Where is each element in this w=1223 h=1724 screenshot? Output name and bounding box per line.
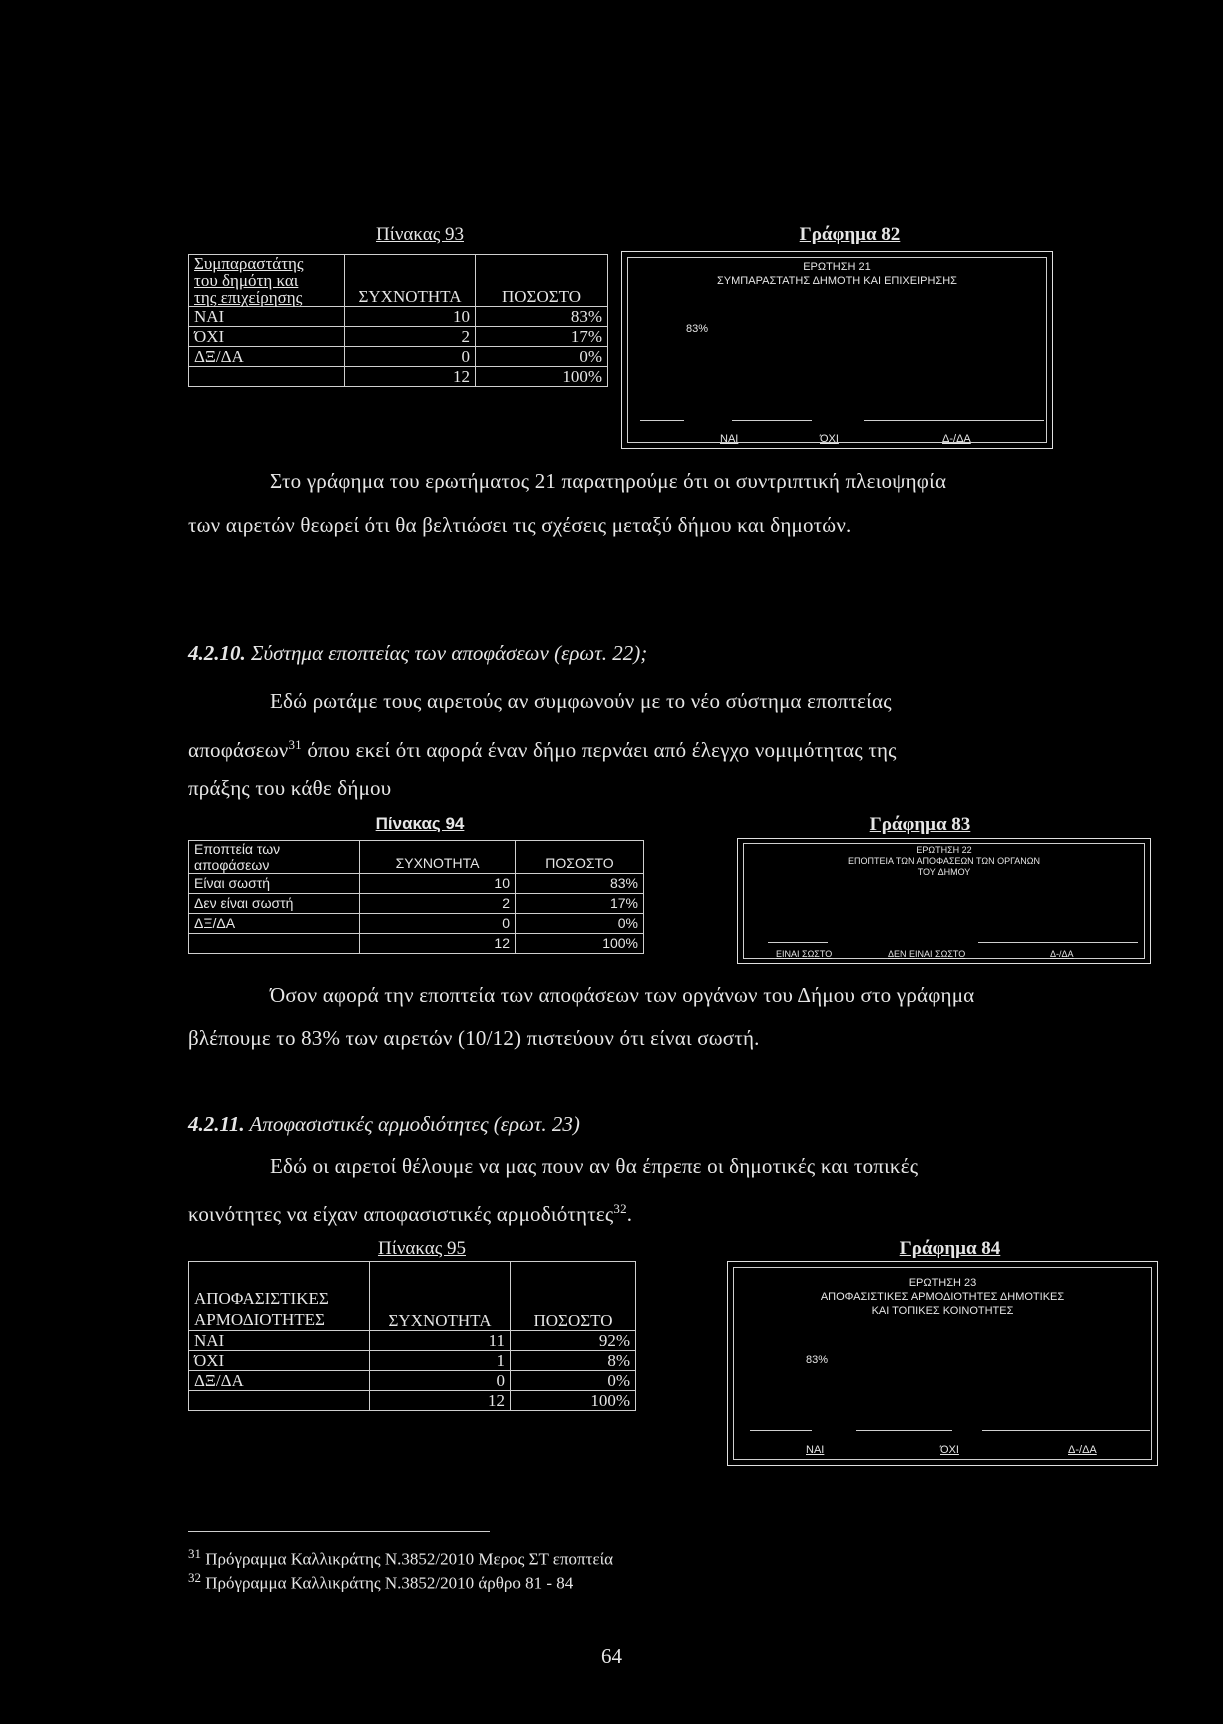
paragraph-line: των αιρετών θεωρεί ότι θα βελτιώσει τις σχέσεις μεταξύ δήμου και δημοτών. (188, 513, 852, 537)
table-94-row-header: Εποπτεία των αποφάσεων (189, 841, 360, 874)
table-row: ΝΑΙ 11 92% (189, 1331, 636, 1351)
section-heading-4-2-11: 4.2.11. Αποφασιστικές αρμοδιότητες (ερωτ. 23) (188, 1112, 580, 1136)
table-row: Δεν είναι σωστή 2 17% (189, 894, 644, 914)
chart-83-category: Δ-/ΔΑ (1050, 949, 1074, 959)
chart-84-category: ΌΧΙ (940, 1444, 959, 1456)
table-94-caption: Πίνακας 94 (375, 814, 465, 833)
paragraph-line: Στο γράφημα του ερωτήματος 21 παρατηρούμε ότι οι συντριπτική πλειοψηφία (270, 469, 947, 493)
paragraph-line: κοινότητες να είχαν αποφασιστικές αρμοδιότητες$^{32}$. (188, 1201, 633, 1226)
table-95-col-pct: ΠΟΣΟΣΤΟ (511, 1262, 636, 1331)
table-95-row-header: ΑΠΟΦΑΣΙΣΤΙΚΕΣ ΑΡΜΟΔΙΟΤΗΤΕΣ (189, 1262, 370, 1331)
table-93-col-freq: ΣΥΧΝΟΤΗΤΑ (345, 255, 476, 307)
table-row: ΌΧΙ 2 17% (189, 327, 608, 347)
footnote-ref: 31 (288, 737, 302, 752)
paragraph-line: Εδώ οι αιρετοί θέλουμε να μας πουν αν θα έπρεπε οι δημοτικές και τοπικές (270, 1154, 919, 1178)
footnote-separator (188, 1531, 490, 1532)
paragraph-line: βλέπουμε το 83% των αιρετών (10/12) πιστεύουν ότι είναι σωστή. (188, 1026, 760, 1050)
chart-84-category: ΝΑΙ (806, 1444, 825, 1456)
table-total-row: 12 100% (189, 934, 644, 954)
table-row: ΌΧΙ 1 8% (189, 1351, 636, 1371)
chart-84-category: Δ-/ΔΑ (1068, 1444, 1097, 1456)
table-total-row: 12 100% (189, 367, 608, 387)
paragraph-line: αποφάσεων$^{31}$ όπου εκεί ότι αφορά έναν δήμο περνάει από έλεγχο νομιμότητας της (188, 737, 897, 762)
chart-82-pct-label: 83% (686, 323, 709, 335)
chart-82-category: Δ-/ΔΑ (942, 433, 971, 445)
chart-83-title: ΕΡΩΤΗΣΗ 22 ΕΠΟΠΤΕΙΑ ΤΩΝ ΑΠΟΦΑΣΕΩΝ ΤΩΝ ΟΡΓΑΝΩΝ ΤΟΥ ΔΗΜΟΥ (848, 845, 1040, 877)
chart-82-category: ΌΧΙ (820, 433, 839, 445)
chart-84-title: ΕΡΩΤΗΣΗ 23 ΑΠΟΦΑΣΙΣΤΙΚΕΣ ΑΡΜΟΔΙΟΤΗΤΕΣ ΔΗΜΟΤΙΚΕΣ ΚΑΙ ΤΟΠΙΚΕΣ ΚΟΙΝΟΤΗΤΕΣ (820, 1277, 1065, 1317)
footnote: $^{31}$ Πρόγραμμα Καλλικράτης Ν.3852/2010 Μερος ΣΤ εποπτεία (188, 1546, 614, 1569)
table-93 (188, 254, 608, 387)
chart-84-caption: Γράφημα 84 (899, 1238, 1001, 1259)
paragraph-line: Εδώ ρωτάμε τους αιρετούς αν συμφωνούν με το νέο σύστημα εποπτείας (270, 689, 892, 713)
table-95 (188, 1261, 636, 1411)
table-94-col-pct: ΠΟΣΟΣΤΟ (516, 841, 644, 874)
table-94 (188, 840, 644, 954)
table-row: ΔΞ/ΔΑ 0 0% (189, 347, 608, 367)
section-heading-4-2-10: 4.2.10. Σύστημα εποπτείας των αποφάσεων (ερωτ. 22); (188, 641, 648, 665)
chart-84-pct-label: 83% (806, 1354, 829, 1366)
table-row: ΔΞ/ΔΑ 0 0% (189, 1371, 636, 1391)
table-row: ΔΞ/ΔΑ 0 0% (189, 914, 644, 934)
table-93-col-pct: ΠΟΣΟΣΤΟ (476, 255, 608, 307)
paragraph-line: Όσον αφορά την εποπτεία των αποφάσεων των οργάνων του Δήμου στο γράφημα (270, 983, 975, 1007)
chart-83-category: ΕΙΝΑΙ ΣΩΣΤΟ (776, 949, 833, 959)
chart-82-category: ΝΑΙ (720, 433, 739, 445)
chart-83-category: ΔΕΝ ΕΙΝΑΙ ΣΩΣΤΟ (888, 949, 966, 959)
chart-83-caption: Γράφημα 83 (869, 814, 971, 835)
table-total-row: 12 100% (189, 1391, 636, 1411)
chart-83 (737, 838, 1151, 964)
paragraph-line: πράξης του κάθε δήμου (188, 776, 392, 800)
table-row: ΝΑΙ 10 83% (189, 307, 608, 327)
page-number: 64 (601, 1644, 622, 1668)
chart-84 (727, 1261, 1158, 1466)
table-94-col-freq: ΣΥΧΝΟΤΗΤΑ (360, 841, 516, 874)
chart-82 (621, 251, 1053, 449)
footnote-ref: 32 (613, 1201, 627, 1216)
table-93-row-header: Συμπαραστάτης του δημότη και της επιχείρησης (189, 255, 345, 307)
table-95-col-freq: ΣΥΧΝΟΤΗΤΑ (370, 1262, 511, 1331)
chart-82-title: ΕΡΩΤΗΣΗ 21 ΣΥΜΠΑΡΑΣΤΑΤΗΣ ΔΗΜΟΤΗ ΚΑΙ ΕΠΙΧΕΙΡΗΣΗΣ (717, 261, 957, 287)
table-95-caption: Πίνακας 95 (377, 1238, 466, 1259)
chart-82-caption: Γράφημα 82 (799, 224, 901, 245)
table-93-caption: Πίνακας 93 (375, 224, 464, 245)
table-row: Είναι σωστή 10 83% (189, 874, 644, 894)
footnote: $^{32}$ Πρόγραμμα Καλλικράτης Ν.3852/2010 άρθρο 81 - 84 (188, 1570, 574, 1593)
